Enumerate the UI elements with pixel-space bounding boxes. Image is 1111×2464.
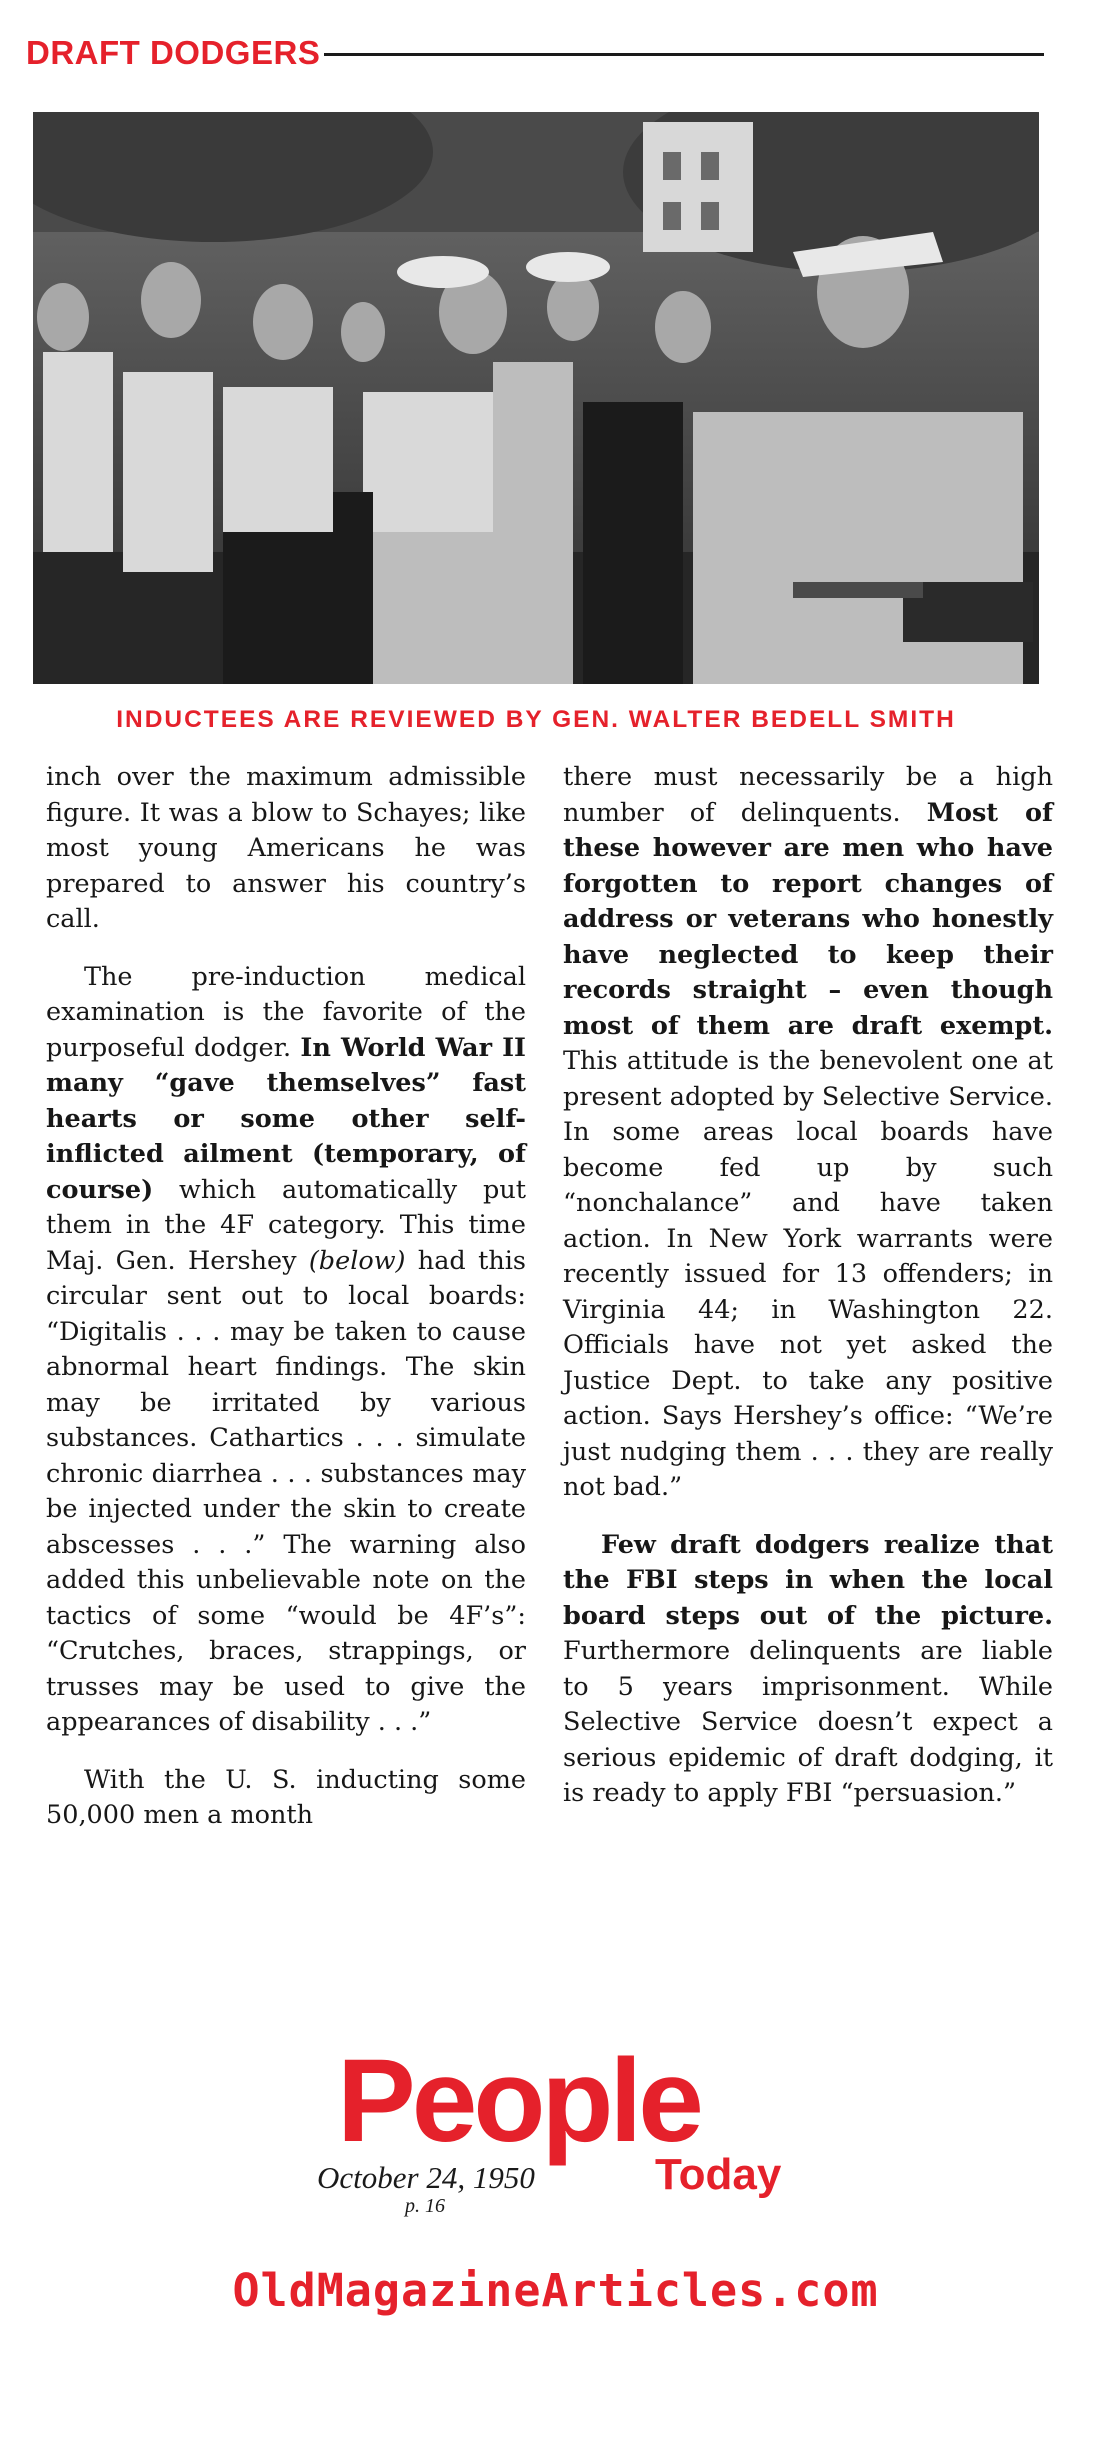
bold-text: Few draft dodgers realize that the FBI steps in when the local board steps out of the picture. bbox=[563, 1529, 1053, 1631]
article-column-right bbox=[563, 760, 1053, 1834]
paragraph bbox=[46, 760, 526, 938]
text-run: which automatically put them in the 4F category. This time Maj. Gen. Hershey bbox=[46, 1174, 526, 1276]
paragraph bbox=[46, 1763, 526, 1834]
bold-text: Most of these however are men who have forgotten to report changes of address or veterans who honestly have neglected to keep their records straight – even though most of them are draft exempt. bbox=[563, 797, 1053, 1041]
photo-caption: INDUCTEES ARE REVIEWED BY GEN. WALTER BEDELL SMITH bbox=[116, 706, 956, 733]
bold-text: In World War II many “gave themselves” fast hearts or some other self-inflicted ailment (temporary, of course) bbox=[46, 1032, 526, 1205]
masthead-title: People bbox=[337, 2035, 700, 2167]
text-run: The pre-induction medical examination is the favorite of the purposeful dodger. bbox=[46, 961, 526, 1063]
page-number: p. 16 bbox=[405, 2195, 445, 2217]
issue-date: October 24, 1950 bbox=[317, 2160, 535, 2195]
paragraph bbox=[46, 960, 526, 1741]
text-run: inch over the maximum admissible figure. It was a blow to Schayes; like most young Americans he was prepared to answer his country’s call. bbox=[46, 762, 526, 934]
text-run: had this circular sent out to local boards: “Digitalis . . . may be taken to cause abnormal heart findings. The skin may be irritated by various substances. Cathartics . . . simulate chronic diarrhea . . . substances may be injected under the skin to create abscesses . . .” The warning also added this unbelievable note on the tactics of some “would be 4F’s”: “Crutches, braces, strappings, or trusses may be used to give the appearances of disability . . .” bbox=[46, 1245, 526, 1737]
site-footer: OldMagazineArticles.com bbox=[232, 2264, 879, 2317]
italic-text: (below) bbox=[308, 1245, 406, 1276]
section-title: DRAFT DODGERS bbox=[26, 34, 321, 71]
photo-illustration bbox=[33, 112, 1039, 684]
masthead-logo bbox=[317, 2035, 817, 2220]
paragraph bbox=[563, 760, 1053, 1506]
article-column-left bbox=[46, 760, 526, 1856]
news-photo bbox=[33, 112, 1039, 684]
paragraph bbox=[563, 1528, 1053, 1812]
text-run: This attitude is the benevolent one at present adopted by Selective Service. In some areas local boards have become fed up by such “nonchalance” and have taken action. In New York warrants were recently issued for 13 offenders; in Virginia 44; in Washington 22. Officials have not yet asked the Justice Dept. to take any positive action. Says Hershey’s office: “We’re just nudging them . . . they are really not bad.” bbox=[563, 1046, 1053, 1502]
section-header bbox=[26, 28, 1044, 78]
header-rule bbox=[324, 53, 1044, 56]
masthead-subtitle: Today bbox=[655, 2150, 782, 2199]
text-run: Furthermore delinquents are liable to 5 years imprisonment. While Selective Service doesn’t expect a serious epidemic of draft dodging, it is ready to apply FBI “persuasion.” bbox=[563, 1636, 1053, 1808]
text-run: there must necessarily be a high number of delinquents. bbox=[563, 762, 1053, 828]
text-run: With the U. S. inducting some 50,000 men a month bbox=[46, 1764, 526, 1830]
